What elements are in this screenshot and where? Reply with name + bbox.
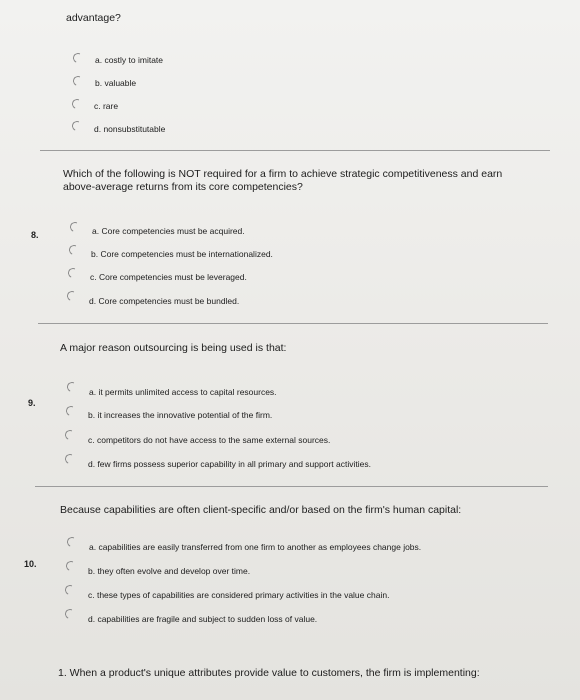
radio-q8-a[interactable]: [69, 221, 82, 234]
option-q10-b: b. they often evolve and develop over time.: [88, 566, 251, 576]
option-q9-d: d. few firms possess superior capability in all primary and support activities.: [88, 459, 371, 469]
radio-q9-d[interactable]: [64, 453, 77, 466]
radio-prev-c[interactable]: [71, 98, 84, 111]
question-9-number: 9.: [28, 398, 36, 408]
radio-q10-d[interactable]: [64, 608, 77, 621]
radio-q10-b[interactable]: [65, 560, 78, 573]
divider: [40, 150, 550, 151]
radio-q8-c[interactable]: [67, 267, 80, 280]
option-q8-d: d. Core competencies must be bundled.: [89, 296, 240, 306]
option-prev-a: a. costly to imitate: [95, 55, 164, 65]
option-q9-b: b. it increases the innovative potential of the firm.: [88, 410, 273, 420]
option-q9-c: c. competitors do not have access to the same external sources.: [88, 435, 331, 445]
radio-q9-c[interactable]: [64, 429, 77, 442]
option-prev-b: b. valuable: [95, 78, 137, 88]
question-10-text: Because capabilities are often client-specific and/or based on the firm's human capital:: [60, 504, 462, 516]
question-9-text: A major reason outsourcing is being used is that:: [60, 342, 287, 354]
radio-prev-d[interactable]: [71, 120, 84, 133]
radio-q9-b[interactable]: [65, 405, 78, 418]
radio-q9-a[interactable]: [66, 381, 79, 394]
option-q8-c: c. Core competencies must be leveraged.: [90, 272, 247, 282]
option-q9-a: a. it permits unlimited access to capital resources.: [89, 387, 277, 397]
question-10-number: 10.: [24, 559, 37, 569]
option-prev-c: c. rare: [94, 101, 119, 111]
radio-prev-b[interactable]: [72, 75, 85, 88]
divider: [35, 486, 548, 487]
question-8-number: 8.: [31, 230, 39, 240]
option-q8-b: b. Core competencies must be internationalized.: [91, 249, 273, 259]
radio-q10-a[interactable]: [66, 536, 79, 549]
option-prev-d: d. nonsubstitutable: [94, 124, 166, 134]
divider: [38, 323, 548, 324]
question-fragment: advantage?: [66, 12, 121, 24]
radio-q8-b[interactable]: [68, 244, 81, 257]
radio-prev-a[interactable]: [72, 52, 85, 65]
option-q10-c: c. these types of capabilities are considered primary activities in the value chain.: [88, 590, 390, 600]
radio-q8-d[interactable]: [66, 290, 79, 303]
question-8-text: Which of the following is NOT required for a firm to achieve strategic competitiveness and earn above-average returns from its core competencies?: [63, 168, 503, 193]
option-q10-a: a. capabilities are easily transferred from one firm to another as employees change jobs.: [89, 542, 422, 552]
radio-q10-c[interactable]: [64, 584, 77, 597]
option-q10-d: d. capabilities are fragile and subject to sudden loss of value.: [88, 614, 318, 624]
next-question-text: 1. When a product's unique attributes provide value to customers, the firm is implementing:: [58, 667, 480, 679]
option-q8-a: a. Core competencies must be acquired.: [92, 226, 245, 236]
